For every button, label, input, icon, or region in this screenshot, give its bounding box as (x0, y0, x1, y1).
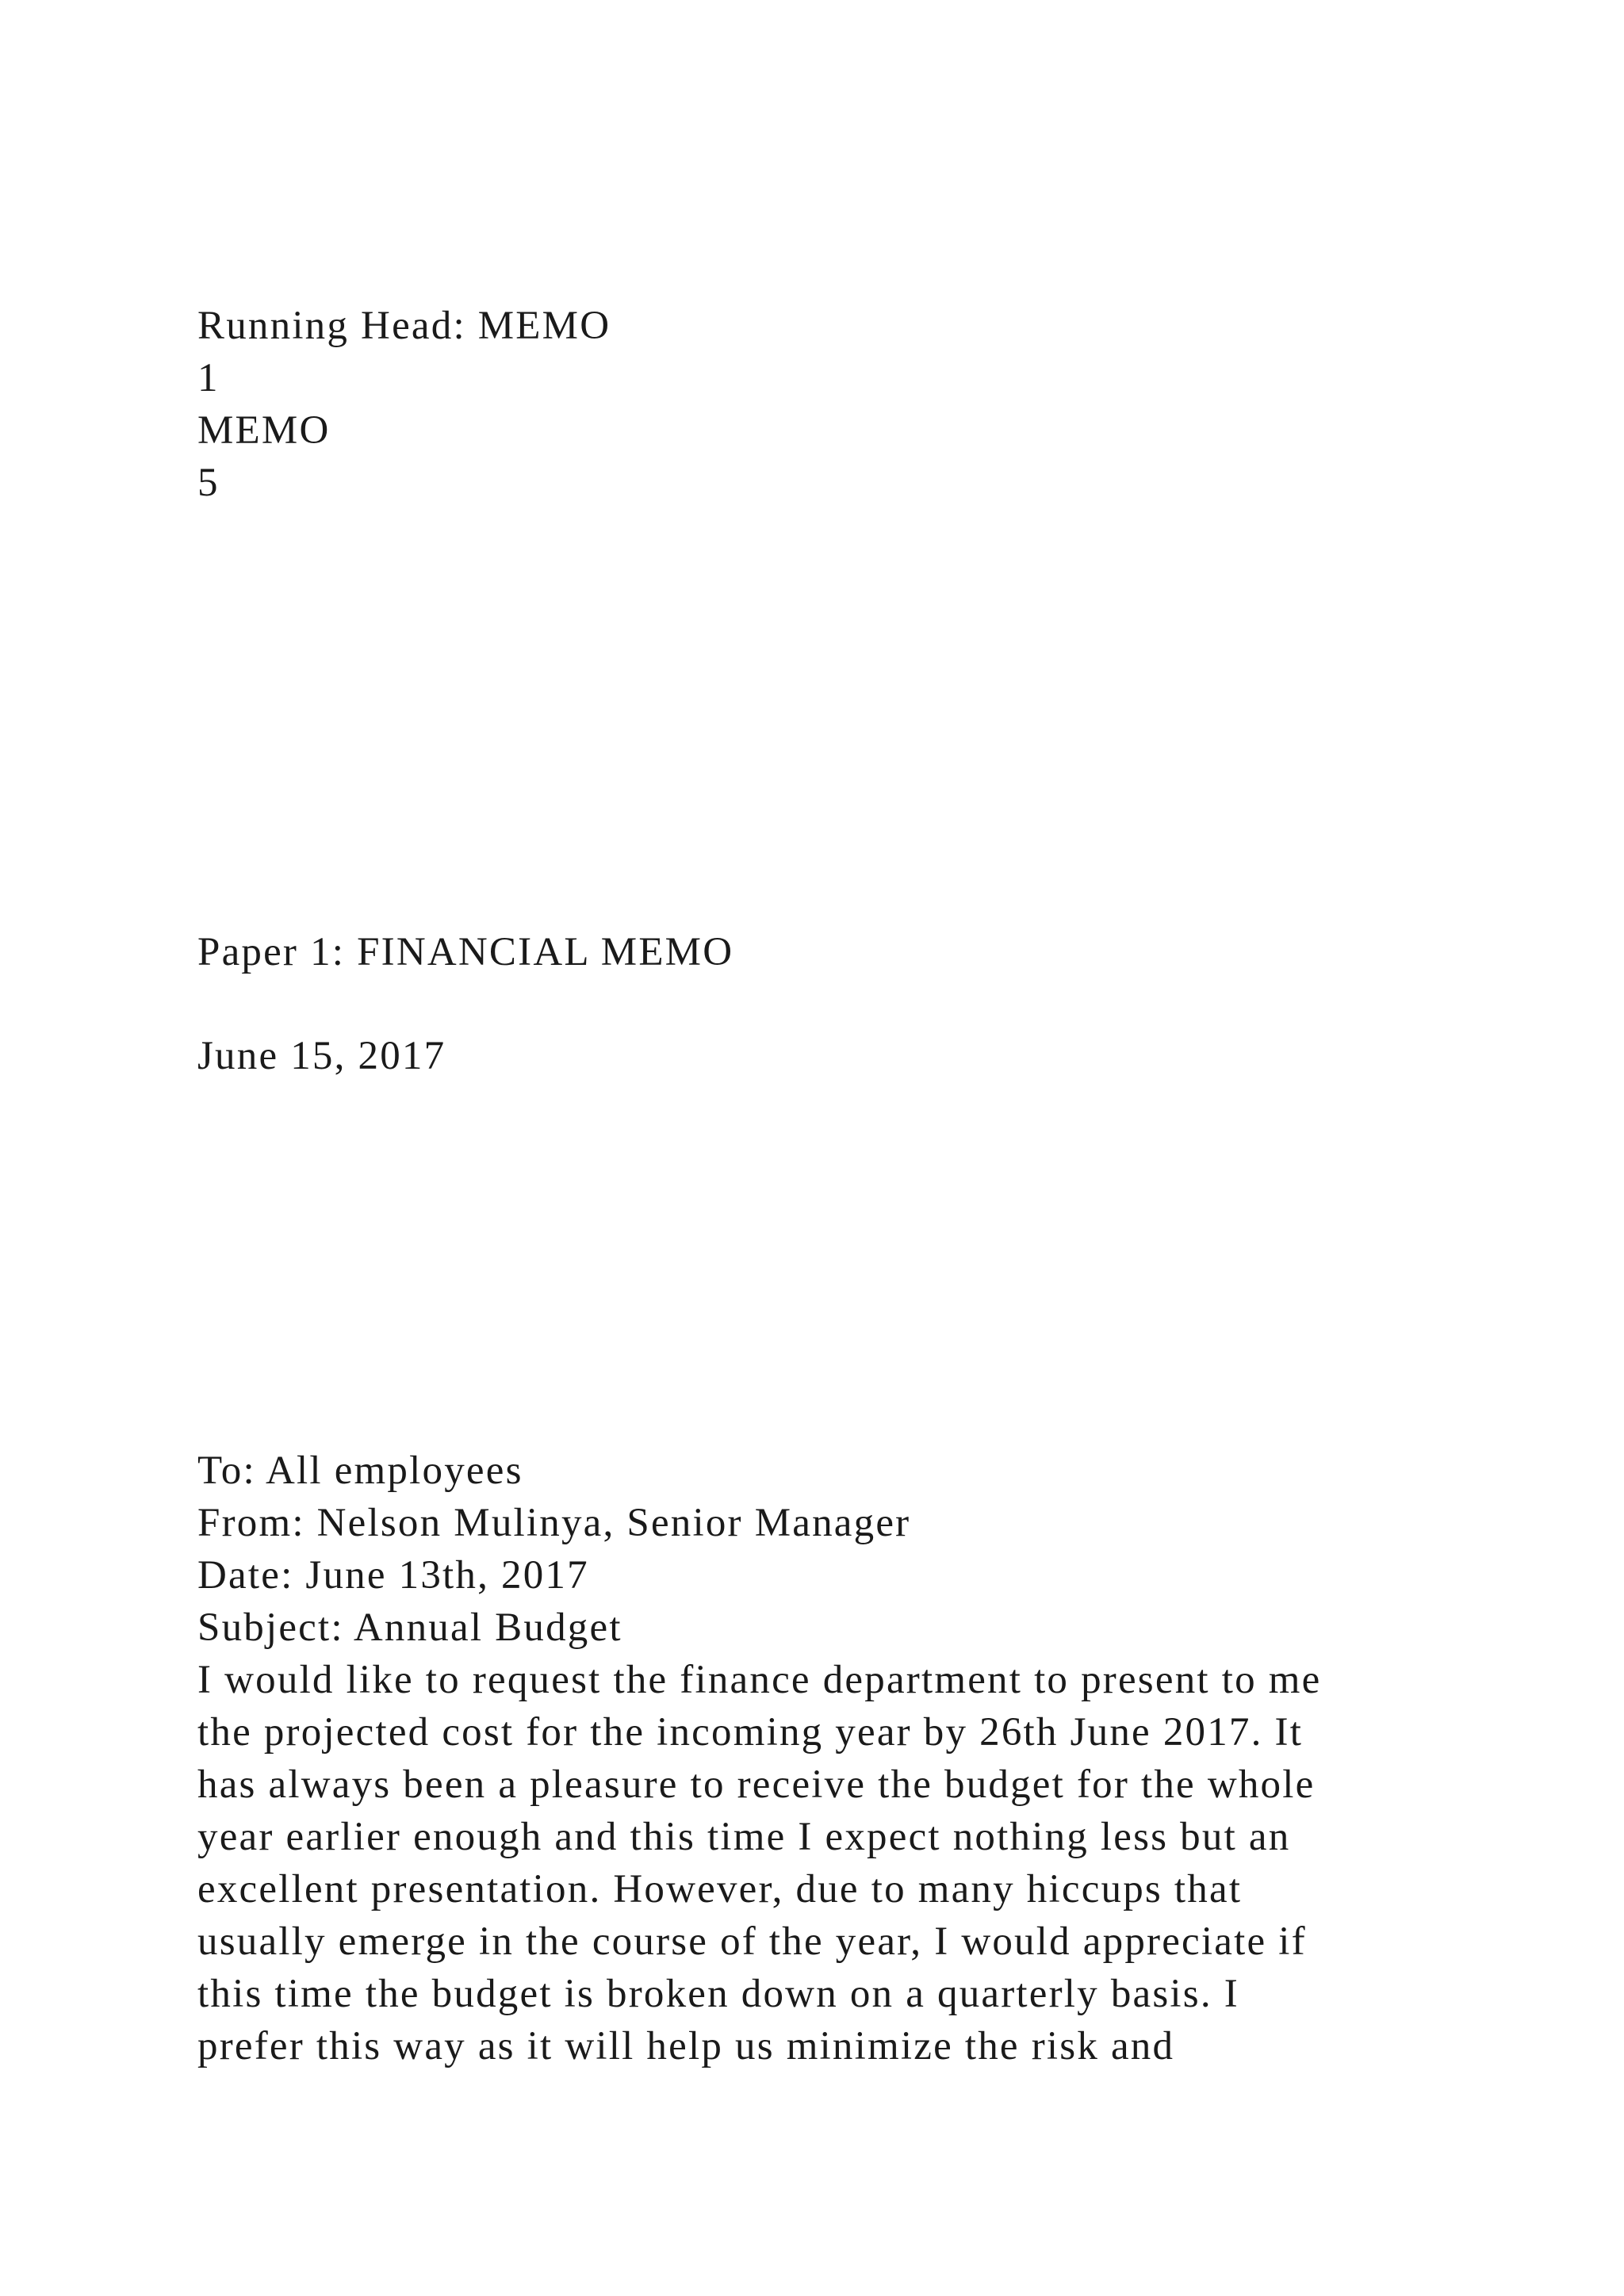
page-number: 1 (197, 356, 220, 400)
body-line: year earlier enough and this time I expect nothing less but an (197, 1815, 1291, 1859)
body-line: the projected cost for the incoming year by 26th June 2017. It (197, 1710, 1304, 1755)
short-title: MEMO (197, 408, 331, 453)
body-line: prefer this way as it will help us minimize the risk and (197, 2024, 1175, 2068)
memo-header-fields (197, 1445, 910, 1654)
paper-title-text: Paper 1: FINANCIAL MEMO (197, 930, 734, 974)
body-line: has always been a pleasure to receive the budget for the whole (197, 1762, 1316, 1807)
memo-from: From: Nelson Mulinya, Senior Manager (197, 1501, 911, 1545)
memo-to: To: All employees (197, 1448, 523, 1493)
paper-title (197, 926, 733, 978)
body-line: I would like to request the finance department to present to me (197, 1658, 1322, 1702)
memo-date: Date: June 13th, 2017 (197, 1553, 589, 1598)
running-head-text: Running Head: MEMO (197, 304, 611, 348)
page-number-secondary: 5 (197, 461, 220, 505)
paper-date-text: June 15, 2017 (197, 1034, 446, 1078)
memo-body (197, 1654, 1321, 2072)
memo-subject: Subject: Annual Budget (197, 1605, 622, 1650)
body-line: usually emerge in the course of the year, I would appreciate if (197, 1919, 1307, 1964)
body-line: excellent presentation. However, due to many hiccups that (197, 1867, 1243, 1911)
running-header (197, 300, 611, 509)
paper-date (197, 1030, 446, 1082)
body-line: this time the budget is broken down on a quarterly basis. I (197, 1972, 1239, 2016)
